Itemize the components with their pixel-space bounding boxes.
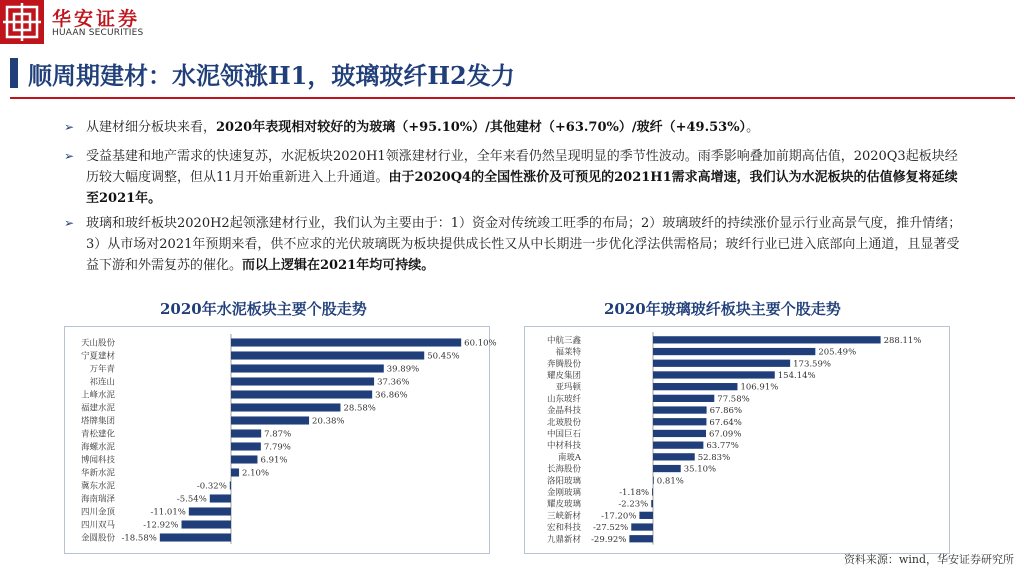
bar-6 [231,403,340,411]
data-label: 50.45% [427,351,460,362]
bar-14 [652,488,653,495]
category-label: 博闻科技 [80,455,115,466]
data-label: 205.49% [818,347,857,358]
category-label: 南玻A [557,452,581,463]
data-label: 154.14% [777,370,816,381]
data-label: 52.83% [697,452,731,463]
bar-4 [231,377,374,385]
brand-name-en: HUAAN SECURITIES [52,28,144,38]
data-label: -5.54% [176,494,207,505]
category-label: 宁夏建材 [80,351,115,362]
category-label: 九鼎新材 [546,534,581,545]
data-label: 36.86% [375,390,408,401]
category-label: 福莱特 [555,347,581,358]
bullet-1-part-3: 。 [746,120,760,135]
data-label: 106.91% [740,382,779,393]
data-label: 173.59% [793,359,831,370]
category-label: 耀皮玻璃 [546,499,581,510]
bar-9 [231,442,261,450]
data-label: 77.58% [717,394,750,405]
category-label: 耀皮集团 [546,370,581,381]
bullet-text [86,117,964,138]
bar-5 [231,390,372,398]
category-label: 塔牌集团 [80,416,115,427]
category-label: 万年青 [89,364,115,375]
bar-3 [653,360,790,367]
bar-16 [160,533,231,541]
bar-15 [651,500,653,507]
bar-10 [653,442,703,449]
title-divider [10,97,1015,99]
category-label: 宏和科技 [546,523,581,534]
category-label: 四川金顶 [80,507,115,518]
data-label: -12.92% [143,520,179,531]
data-label: -27.52% [592,523,629,534]
data-label: 7.87% [264,429,292,440]
bar-1 [231,338,461,346]
category-label: 山东玻纤 [546,394,581,405]
category-label: 福建水泥 [80,403,115,414]
data-label: -2.23% [618,499,649,510]
category-label: 祁连山 [89,377,115,388]
bullet-3-part-1: 玻璃和玻纤板块2020H2起领涨建材行业，我们认为主要由于：1）资金对传统竣工旺季的布局；2）玻璃玻纤的持续涨价显示行业高景气度，推升情绪；3）从市场对2021年预期来看，供不应求的光伏玻璃既为板块提供成长性又从中长期进一步优化浮法供需格局；玻纤行业已进入底部向上通道，且显著受益下游和外需复苏的催化。 [86,216,962,273]
bar-11 [653,453,695,460]
bullet-text [86,146,964,209]
data-label: 7.79% [263,442,291,453]
data-label: 67.86% [709,406,743,417]
bullet-2-part-1: 受益基建和地产需求的快速复苏，水泥板块2020H1领涨建材行业，全年来看仍然呈现明显的季节性波动。雨季影响叠加前期高估值，2020Q3起板块经历较大幅度调整，但从11月开始重新进入上升通道。 [86,149,958,185]
data-label: -1.18% [619,487,650,498]
data-label: 67.64% [709,417,742,428]
page-title: 顺周期建材：水泥领涨H1，玻璃玻纤H2发力 [28,61,515,90]
bar-13 [653,477,654,484]
data-label: -18.58% [121,533,157,544]
cement-bar-chart [65,327,497,553]
source-note: 资料来源：wind，华安证券研究所 [843,553,1014,566]
data-label: 60.10% [464,338,497,349]
category-label: 奔腾股份 [546,359,581,370]
bullet-1-part-1: 从建材细分板块来看， [86,120,217,135]
category-label: 洛阳玻璃 [546,476,581,487]
glass-chart-title: 2020年玻璃玻纤板块主要个股走势 [604,300,841,318]
brand-logo [0,0,175,44]
bullet-text [86,213,964,276]
bar-1 [653,336,881,343]
bullet-2 [64,146,964,209]
bar-9 [653,430,706,437]
data-label: 0.81% [656,476,684,487]
category-label: 中国巨石 [546,429,581,440]
data-label: 2.10% [242,468,270,479]
bar-10 [231,455,257,463]
bullet-3-part-2: 而以上逻辑在2021年均可持续。 [242,258,435,273]
bar-12 [653,465,681,472]
category-label: 亚玛顿 [555,382,581,393]
glass-bar-chart [525,327,949,553]
glass-chart [524,326,950,554]
category-label: 华新水泥 [80,468,115,479]
category-label: 金圆股份 [80,533,115,544]
data-label: 63.77% [706,441,739,452]
category-label: 金晶科技 [546,406,581,417]
category-label: 四川双马 [80,520,115,531]
bar-12 [230,481,231,489]
bar-8 [231,429,261,437]
bullet-3 [64,213,964,276]
category-label: 中航三鑫 [546,335,581,346]
data-label: 6.91% [260,455,288,466]
category-label: 冀东水泥 [80,481,115,492]
title-accent-bar [10,58,18,88]
bar-11 [231,468,239,476]
data-label: -17.20% [601,511,637,522]
data-label: 28.58% [343,403,376,414]
arrow-bullet-icon: ➢ [64,216,75,230]
category-label: 长海股份 [546,464,581,475]
data-label: -0.32% [196,481,227,492]
category-label: 三峡新材 [546,511,581,522]
bar-2 [231,351,424,359]
bar-13 [210,494,231,502]
category-label: 海螺水泥 [80,442,115,453]
bar-17 [631,523,653,530]
data-label: 35.10% [683,464,717,475]
bar-16 [639,512,653,519]
bar-15 [182,520,231,528]
category-label: 青松建化 [80,429,115,440]
category-label: 金刚玻璃 [546,487,581,498]
data-label: 20.38% [312,416,345,427]
bar-3 [231,364,384,372]
bar-14 [189,507,231,515]
data-label: 37.36% [377,377,410,388]
bullet-2-part-2: 由于2020Q4的全国性涨价及可预见的2021H1需求高增速，我们认为水泥板块的估值修复将延续至2021年。 [86,170,958,206]
bar-8 [653,418,706,425]
bullet-1-part-2: 2020年表现相对较好的为玻璃（+95.10%）/其他建材（+63.70%）/玻纤（+49.53%） [216,120,747,135]
bar-7 [231,416,309,424]
bar-2 [653,348,815,355]
arrow-bullet-icon: ➢ [64,120,75,134]
data-label: 288.11% [883,335,922,346]
data-label: -11.01% [150,507,186,518]
arrow-bullet-icon: ➢ [64,149,75,163]
bar-5 [653,383,737,390]
bar-6 [653,395,714,402]
bar-7 [653,406,707,413]
brand-name-cn: 华安证券 [52,8,141,30]
category-label: 天山股份 [80,338,115,349]
cement-chart [64,326,497,554]
category-label: 上峰水泥 [80,390,115,401]
bar-4 [653,371,775,378]
data-label: -29.92% [591,534,627,545]
category-label: 海南瑞泽 [80,494,115,505]
category-label: 中材科技 [546,441,581,452]
data-label: 67.09% [709,429,742,440]
cement-chart-title: 2020年水泥板块主要个股走势 [160,300,367,318]
data-label: 39.89% [386,364,420,375]
bar-18 [629,535,653,542]
category-label: 北玻股份 [546,417,581,428]
bullet-1 [64,117,964,138]
huaan-logo-icon [0,0,44,44]
